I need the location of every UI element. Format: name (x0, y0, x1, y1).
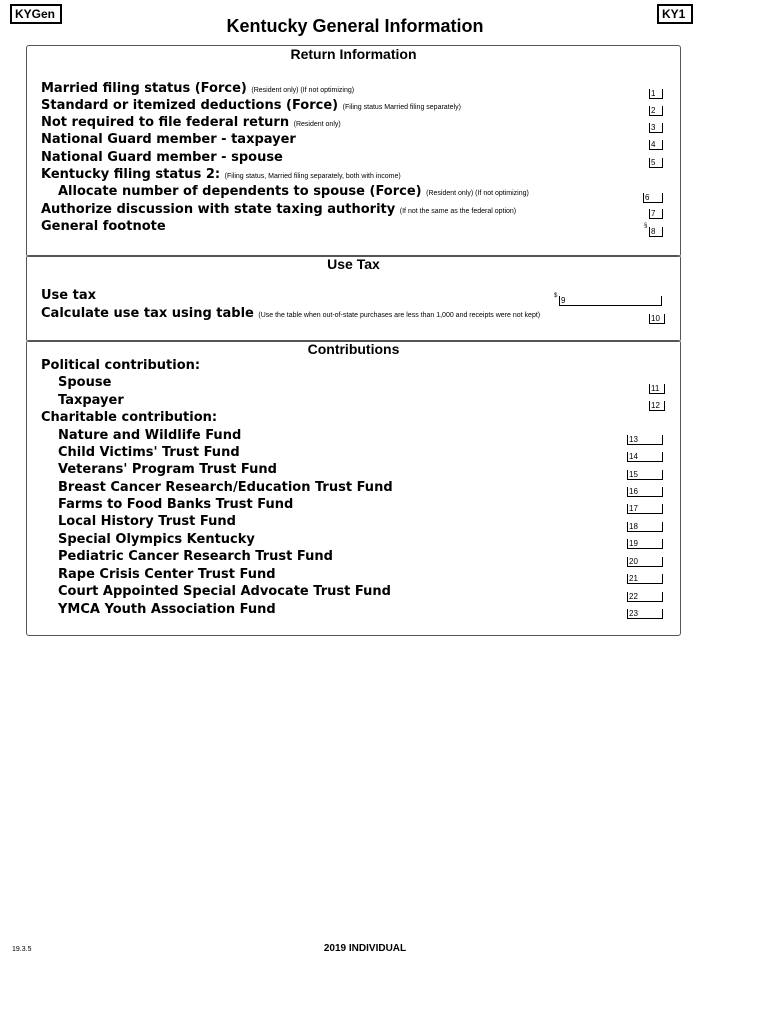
row-note: (Filing status, Married filing separately, both with income) (224, 173, 401, 180)
contributions-section (26, 340, 681, 636)
version-label: 19.3.5 (12, 946, 32, 953)
row-label: Special Olympics Kentucky (58, 532, 255, 547)
field-16[interactable]: 16 (627, 487, 663, 497)
charity-row (58, 445, 240, 461)
use-tax-section (26, 255, 681, 342)
row-label: National Guard member - spouse (41, 150, 283, 165)
row-label: Use tax (41, 288, 97, 303)
charity-row (58, 602, 276, 618)
charity-row (58, 428, 241, 444)
row-label: Veterans' Program Trust Fund (58, 462, 277, 477)
charity-row (58, 462, 277, 478)
general-footnote-row (41, 219, 166, 235)
row-label: Nature and Wildlife Fund (58, 428, 242, 443)
not-required-federal-row (41, 115, 341, 133)
row-label: Local History Trust Fund (58, 514, 236, 529)
row-note: (If not the same as the federal option) (399, 208, 517, 215)
field-15[interactable]: 15 (627, 470, 663, 480)
row-note: (Use the table when out-of-state purchases are less than 1,000 and receipts were not kept) (258, 312, 541, 319)
dollar-symbol: $ (554, 293, 558, 299)
political-spouse-row (58, 375, 111, 391)
row-label: Calculate use tax using table (41, 306, 254, 321)
allocate-dependents-row (58, 184, 529, 202)
row-label: Pediatric Cancer Research Trust Fund (58, 549, 333, 564)
charity-row (58, 549, 333, 565)
charity-row (58, 567, 276, 583)
row-label: Allocate number of dependents to spouse (Force) (58, 184, 422, 199)
row-label: YMCA Youth Association Fund (58, 602, 276, 617)
field-5[interactable]: 5 (649, 158, 663, 168)
row-label: Kentucky filing status 2: (41, 167, 221, 182)
row-label: Standard or itemized deductions (Force) (41, 98, 339, 113)
section-title: Return Information (290, 46, 417, 62)
field-18[interactable]: 18 (627, 522, 663, 532)
footnote-symbol: § (644, 223, 648, 229)
footer-title: 2019 INDIVIDUAL (323, 943, 407, 954)
row-label: National Guard member - taxpayer (41, 132, 296, 147)
field-20[interactable]: 20 (627, 557, 663, 567)
field-22[interactable]: 22 (627, 592, 663, 602)
row-label: Farms to Food Banks Trust Fund (58, 497, 294, 512)
field-6[interactable]: 6 (643, 193, 663, 203)
row-label: Rape Crisis Center Trust Fund (58, 567, 276, 582)
field-12[interactable]: 12 (649, 401, 665, 411)
row-label: Child Victims' Trust Fund (58, 445, 240, 460)
row-label: Not required to file federal return (41, 115, 290, 130)
form-id-tag: KY1 (657, 4, 693, 24)
return-information-section (26, 45, 681, 257)
field-1[interactable]: 1 (649, 89, 663, 99)
field-11[interactable]: 11 (649, 384, 665, 394)
national-guard-spouse-row (41, 150, 283, 166)
standard-itemized-row (41, 98, 461, 116)
row-label: Breast Cancer Research/Education Trust Fund (58, 480, 393, 495)
field-3[interactable]: 3 (649, 123, 663, 133)
row-note: (Filing status Married filing separately) (342, 104, 461, 111)
field-13[interactable]: 13 (627, 435, 663, 445)
field-23[interactable]: 23 (627, 609, 663, 619)
charity-row (58, 584, 391, 600)
row-label: General footnote (41, 219, 166, 234)
kentucky-filing-status-2-row (41, 167, 401, 185)
political-contribution-heading: Political contribution: (41, 358, 201, 373)
married-filing-status-row (41, 81, 354, 99)
row-label: Court Appointed Special Advocate Trust Fund (58, 584, 391, 599)
field-7[interactable]: 7 (649, 209, 663, 219)
row-label: Spouse (58, 375, 112, 390)
charity-row (58, 480, 393, 496)
field-4[interactable]: 4 (649, 140, 663, 150)
charity-row (58, 532, 255, 548)
national-guard-taxpayer-row (41, 132, 296, 148)
charity-row (58, 514, 236, 530)
section-title: Contributions (307, 341, 400, 357)
row-label: Taxpayer (58, 393, 124, 408)
row-note: (Resident only) (If not optimizing) (426, 190, 529, 197)
calculate-use-tax-row (41, 306, 540, 324)
charitable-contribution-heading: Charitable contribution: (41, 410, 218, 425)
row-label: Authorize discussion with state taxing authority (41, 202, 396, 217)
field-14[interactable]: 14 (627, 452, 663, 462)
form-code-tag: KYGen (10, 4, 62, 24)
row-note: (Resident only) (293, 121, 341, 128)
field-17[interactable]: 17 (627, 504, 663, 514)
field-2[interactable]: 2 (649, 106, 663, 116)
row-note: (Resident only) (If not optimizing) (251, 87, 355, 94)
field-9[interactable]: 9 (559, 296, 662, 306)
authorize-discussion-row (41, 202, 516, 220)
field-19[interactable]: 19 (627, 539, 663, 549)
charity-row (58, 497, 293, 513)
field-10[interactable]: 10 (649, 314, 665, 324)
political-taxpayer-row (58, 393, 124, 409)
field-8[interactable]: 8 (649, 227, 663, 237)
section-title: Use Tax (327, 256, 380, 272)
row-label: Married filing status (Force) (41, 81, 247, 96)
use-tax-row (41, 288, 96, 304)
field-21[interactable]: 21 (627, 574, 663, 584)
page-title: Kentucky General Information (226, 16, 484, 36)
